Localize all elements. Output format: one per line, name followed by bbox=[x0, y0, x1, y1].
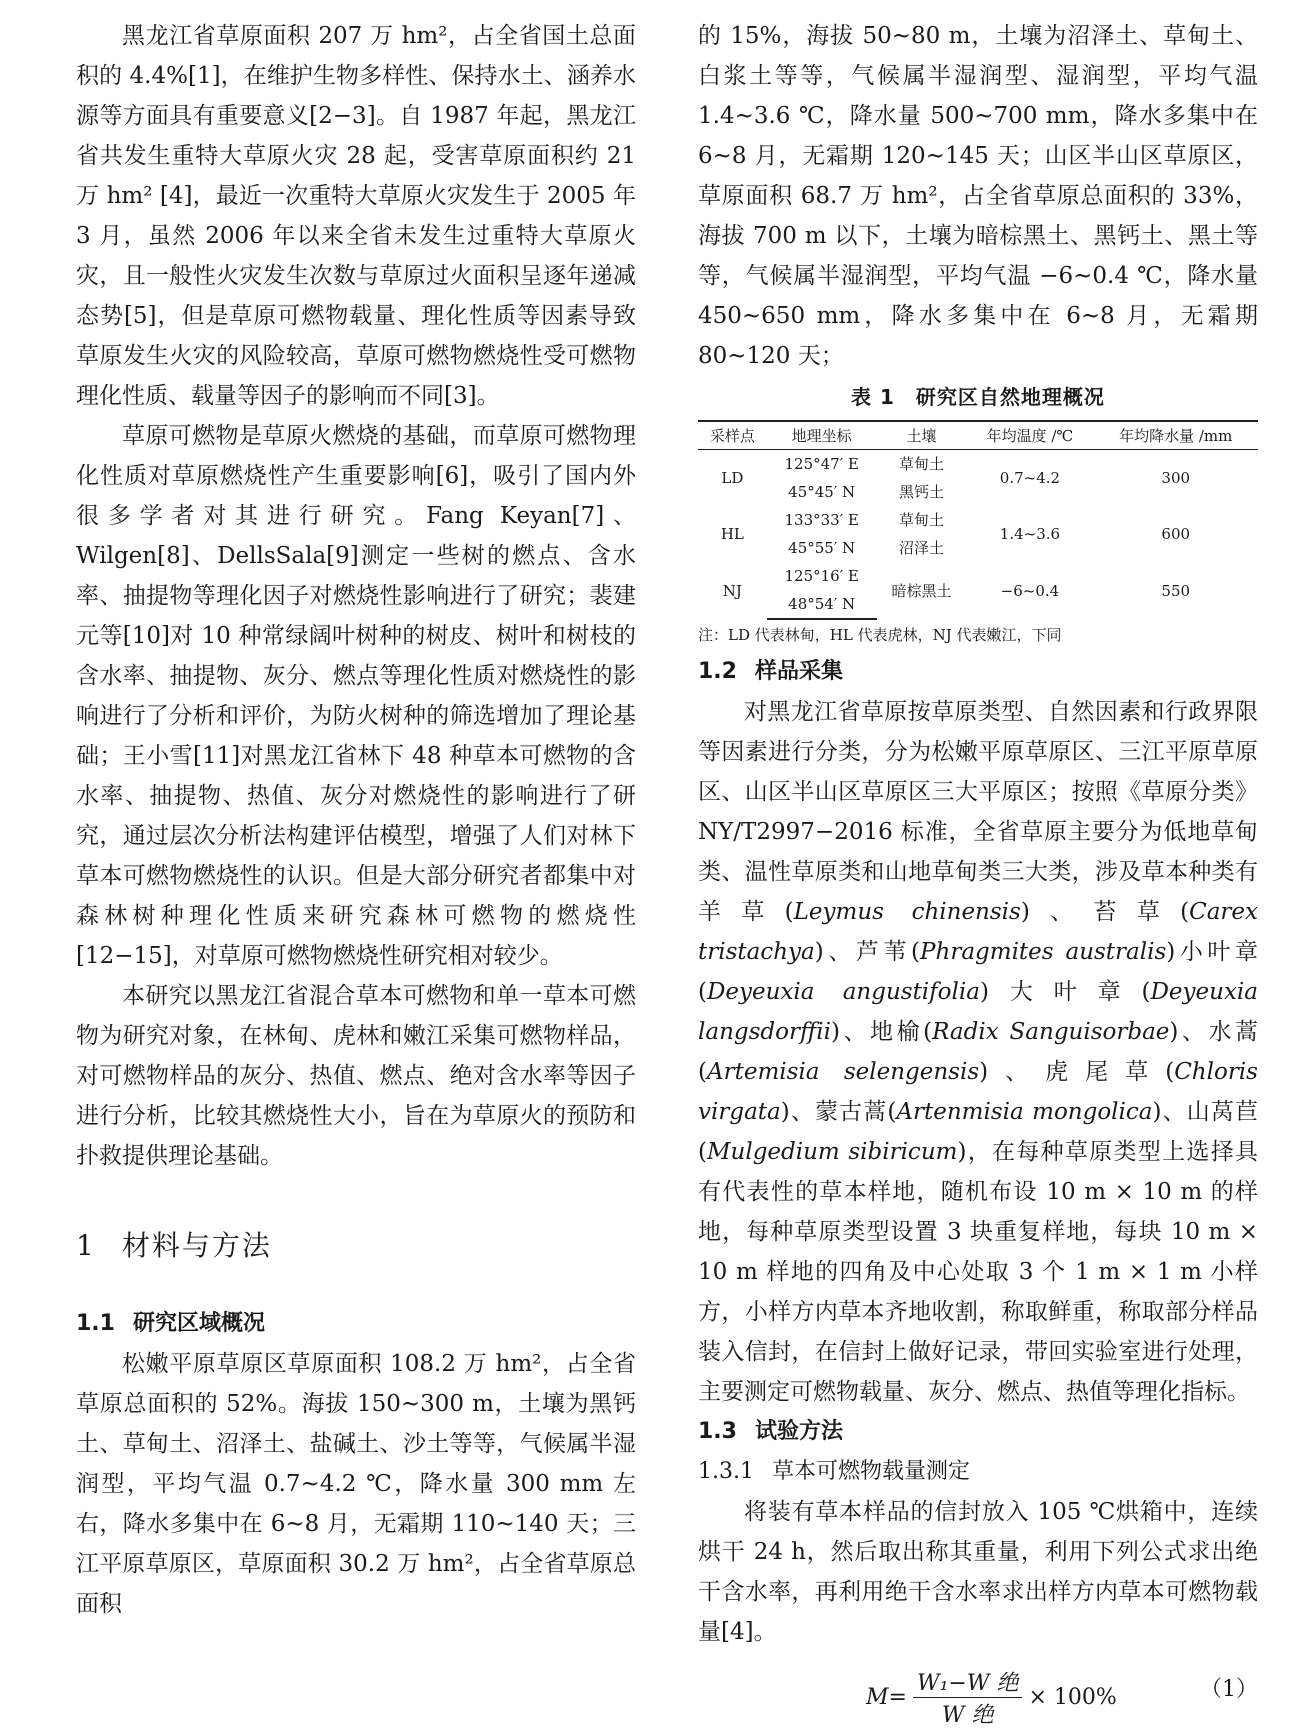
section-1-3-1-number: 1.3.1 bbox=[698, 1459, 754, 1484]
study-area-paragraph-continued: 的 15%，海拔 50~80 m，土壤为沼泽土、草甸土、白浆土等等，气候属半湿润型、湿润型，平均气温 1.4~3.6 ℃，降水量 500~700 mm，降水多集中在 6~8 月，无霜期 120~145 天；山区半山区草原区，草原面积 68.7 万 hm²，占全省草原总面积的 33%，海拔 700 m 以下，土壤为暗棕黑土、黑钙土、黑土等等，气候属半湿润型，平均气温 −6~0.4 ℃，降水量 450~650 mm，降水多集中在 6~8 月，无霜期 80~120 天； bbox=[698, 23, 1258, 369]
table-cell-soil: 沼泽土 bbox=[898, 539, 944, 557]
table-row bbox=[698, 450, 1258, 479]
table-cell-soil: 草甸土 bbox=[898, 511, 944, 529]
table-cell-soil: 草甸土 bbox=[898, 455, 944, 473]
section-1-1-heading bbox=[76, 1304, 636, 1344]
section-1-1-number: 1.1 bbox=[76, 1311, 115, 1336]
table-header-soil: 土壤 bbox=[877, 421, 967, 450]
table-cell-precipitation: 300 bbox=[1161, 469, 1191, 487]
equation-number: （1） bbox=[1200, 1677, 1258, 1702]
sampling-text: )，在每种草原类型上选择具有代表性的草本样地，随机布设 10 m × 10 m 的样地，每种草原类型设置 3 块重复样地，每块 10 m × 10 m 样地的四角及中心处取 3 个 1 m × 1 m 小样方，小样方内草本齐地收割，称取鲜重，称取部分样品装入信封，在信封上做好记录，带回实验室进行处理，主要测定可燃物载量、灰分、燃点、热值等理化指标。 bbox=[698, 1139, 1258, 1405]
section-1-3-title: 试验方法 bbox=[754, 1419, 843, 1444]
equation-1 bbox=[698, 1660, 1258, 1728]
table-header-row bbox=[698, 421, 1258, 450]
right-column bbox=[698, 16, 1258, 1728]
sampling-text: )、虎尾草( bbox=[979, 1059, 1175, 1085]
intro-paragraph-2: 草原可燃物是草原火燃烧的基础，而草原可燃物理化性质对草原燃烧性产生重要影响[6]，吸引了国内外很多学者对其进行研究。Fang Keyan[7]、Wilgen[8]、DellsSala[9]测定一些树的燃点、含水率、抽提物等理化因子对燃烧性影响进行了研究；裴建元等[10]对 10 种常绿阔叶树种的树皮、树叶和树枝的含水率、抽提物、灰分、燃点等理化性质对燃烧性的影响进行了分析和评价，为防火树种的筛选增加了理论基础；王小雪[11]对黑龙江省林下 48 种草本可燃物的含水率、抽提物、热值、灰分对燃烧性的影响进行了研究，通过层次分析法构建评估模型，增强了人们对林下草本可燃物燃烧性的认识。但是大部分研究者都集中对森林树种理化性质来研究森林可燃物的燃烧性[12−15]，对草原可燃物燃烧性研究相对较少。 bbox=[76, 423, 636, 969]
species-name: Deyeuxia langsdorffii bbox=[698, 979, 1258, 1045]
species-name: Chloris virgata bbox=[698, 1059, 1258, 1125]
species-name: Phragmites australis bbox=[920, 939, 1167, 965]
table-cell-temperature: 0.7~4.2 bbox=[999, 469, 1061, 487]
table-cell-precipitation: 600 bbox=[1161, 525, 1191, 543]
table-row bbox=[698, 562, 1258, 590]
section-1-number: 1 bbox=[76, 1229, 96, 1262]
table-header-coordinates: 地理坐标 bbox=[767, 421, 877, 450]
sampling-paragraph bbox=[698, 692, 1258, 1412]
species-name: Artenmisia mongolica bbox=[896, 1099, 1153, 1125]
section-1-2-title: 样品采集 bbox=[754, 659, 843, 684]
sampling-text: )大叶章( bbox=[979, 979, 1151, 1005]
sampling-text: 对黑龙江省草原按草原类型、自然因素和行政界限等因素进行分类，分为松嫩平原草原区、三江平原草原区、山区半山区草原区三大平原区；按照《草原分类》NY/T2997−2016 标准，全省草原主要分为低地草甸类、温性草原类和山地草甸类三大类，涉及草本种类有羊草( bbox=[698, 699, 1258, 925]
species-name: Mulgedium sibiricum bbox=[706, 1139, 958, 1165]
sampling-text: )、水蒿( bbox=[698, 1019, 1258, 1085]
table-cell-site: LD bbox=[721, 469, 744, 487]
left-column bbox=[76, 16, 636, 1624]
table-cell-longitude: 133°33′ E bbox=[784, 511, 859, 529]
table-cell-soil: 黑钙土 bbox=[898, 483, 944, 501]
section-1-heading bbox=[76, 1224, 636, 1264]
equation-denominator: W 绝 bbox=[941, 1703, 994, 1728]
table-1 bbox=[698, 420, 1258, 620]
sampling-text: )、蒙古蒿( bbox=[780, 1099, 897, 1125]
intro-paragraph-1: 黑龙江省草原面积 207 万 hm²，占全省国土总面积的 4.4%[1]，在维护生物多样性、保持水土、涵养水源等方面具有重要意义[2−3]。自 1987 年起，黑龙江省共发生重特大草原火灾 28 起，受害草原面积约 21 万 hm² [4]，最近一次重特大草原火灾发生于 2005 年 3 月，虽然 2006 年以来全省未发生过重特大草原火灾，且一般性火灾发生次数与草原过火面积呈逐年递减态势[5]，但是草原可燃物载量、理化性质等因素导致草原发生火灾的风险较高，草原可燃物燃烧性受可燃物理化性质、载量等因子的影响而不同[3]。 bbox=[76, 23, 636, 409]
equation-1-expression bbox=[866, 1666, 1117, 1729]
equation-numerator: W₁−W 绝 bbox=[913, 1666, 1022, 1698]
species-name: Carex tristachya bbox=[698, 899, 1258, 965]
table-header-temperature: 年均温度 /℃ bbox=[966, 421, 1093, 450]
sampling-text: )、地榆( bbox=[830, 1019, 933, 1045]
intro-paragraph-3: 本研究以黑龙江省混合草本可燃物和单一草本可燃物为研究对象，在林甸、虎林和嫩江采集可燃物样品，对可燃物样品的灰分、热值、燃点、绝对含水率等因子进行分析，比较其燃烧性大小，旨在为草原火的预防和扑救提供理论基础。 bbox=[76, 983, 636, 1169]
sampling-text: )、芦苇( bbox=[814, 939, 921, 965]
sampling-text: )、山莴苣( bbox=[698, 1099, 1258, 1165]
equation-fraction bbox=[913, 1666, 1022, 1729]
table-header-precipitation: 年均降水量 /mm bbox=[1093, 421, 1258, 450]
table-cell-temperature: −6~0.4 bbox=[1000, 581, 1060, 600]
section-1-1-title: 研究区域概况 bbox=[132, 1311, 265, 1336]
table-1-caption: 表 1 研究区自然地理概况 bbox=[851, 385, 1105, 409]
table-cell-latitude: 48°54′ N bbox=[767, 590, 877, 619]
section-1-3-number: 1.3 bbox=[698, 1419, 737, 1444]
sampling-text: )小叶章( bbox=[698, 939, 1258, 1005]
table-cell-latitude: 45°45′ N bbox=[788, 483, 856, 501]
table-1-note: 注：LD 代表林甸，HL 代表虎林，NJ 代表嫩江，下同 bbox=[698, 626, 1062, 644]
section-1-3-1-heading bbox=[698, 1452, 1258, 1492]
table-cell-site: HL bbox=[720, 525, 744, 543]
table-cell-longitude: 125°16′ E bbox=[784, 567, 859, 585]
table-header-site: 采样点 bbox=[698, 421, 767, 450]
fuel-load-paragraph: 将装有草本样品的信封放入 105 ℃烘箱中，连续烘干 24 h，然后取出称其重量，利用下列公式求出绝干含水率，再利用绝干含水率求出样方内草本可燃物载量[4]。 bbox=[698, 1499, 1258, 1645]
species-name: Radix Sanguisorbae bbox=[932, 1019, 1170, 1045]
table-cell-longitude: 125°47′ E bbox=[784, 455, 859, 473]
section-1-3-heading bbox=[698, 1412, 1258, 1452]
equation-rhs: × 100% bbox=[1028, 1685, 1117, 1710]
table-cell-soil: 暗棕黑土 bbox=[891, 581, 952, 600]
species-name: Deyeuxia angustifolia bbox=[706, 979, 980, 1005]
species-name: Leymus chinensis bbox=[793, 899, 1021, 925]
table-cell-site: NJ bbox=[722, 581, 742, 600]
section-1-3-1-title: 草本可燃物载量测定 bbox=[771, 1459, 970, 1484]
section-1-2-heading bbox=[698, 652, 1258, 692]
table-cell-latitude: 45°55′ N bbox=[788, 539, 856, 557]
section-1-2-number: 1.2 bbox=[698, 659, 737, 684]
table-cell-precipitation: 550 bbox=[1161, 581, 1191, 600]
sampling-text: )、苔草( bbox=[1020, 899, 1190, 925]
table-row bbox=[698, 506, 1258, 534]
study-area-paragraph: 松嫩平原草原区草原面积 108.2 万 hm²，占全省草原总面积的 52%。海拔 150~300 m，土壤为黑钙土、草甸土、沼泽土、盐碱土、沙土等等，气候属半湿润型，平均气温 0.7~4.2 ℃，降水量 300 mm 左右，降水多集中在 6~8 月，无霜期 110~140 天；三江平原草原区，草原面积 30.2 万 hm²，占全省草原总面积 bbox=[76, 1351, 636, 1617]
table-cell-temperature: 1.4~3.6 bbox=[999, 525, 1061, 543]
species-name: Artemisia selengensis bbox=[706, 1059, 980, 1085]
section-1-title: 材料与方法 bbox=[121, 1229, 272, 1262]
equation-lhs: M= bbox=[866, 1685, 907, 1710]
